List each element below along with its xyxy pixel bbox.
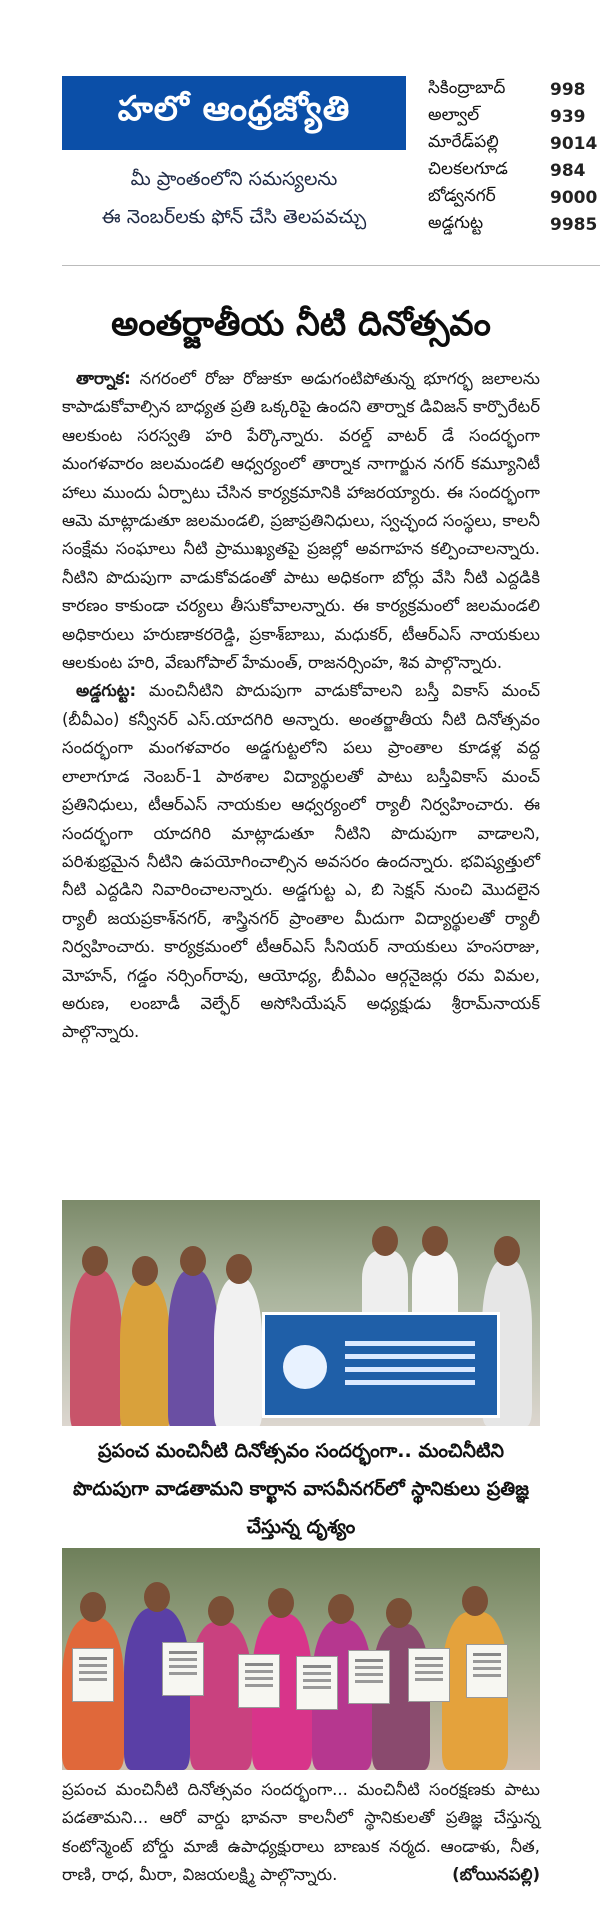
paragraph-tarnaka xyxy=(62,365,540,677)
pledge-paper xyxy=(408,1648,450,1702)
dateline: తార్నాక: xyxy=(76,369,131,388)
article-body xyxy=(62,365,540,1047)
phone-row xyxy=(428,76,600,103)
divider xyxy=(62,265,600,266)
phone-area: అడ్డగుట్ట xyxy=(428,212,484,233)
dateline: అడ్డగుట్ట: xyxy=(76,681,137,701)
phone-area: చిలకలగూడ xyxy=(428,158,508,179)
tagline-line-2: ఈ నెంబర్‌లకు ఫోన్ చేసి తెలపవచ్చు xyxy=(101,206,367,228)
pledge-paper xyxy=(296,1656,338,1710)
phone-area: అల్వాల్ xyxy=(428,104,480,125)
paragraph-addagutta xyxy=(62,677,540,1046)
phone-area: మారేడ్‌పల్లి xyxy=(428,131,499,152)
photo-caption-1: ప్రపంచ మంచినీటి దినోత్సవం సందర్భంగా.. మంచినీటిని పొదుపుగా వాడతామని కార్ఖాన వాసవీనగర్‌లో స్థానికులు ప్రతిజ్ఞ చేస్తున్న దృశ్యం xyxy=(72,1440,529,1538)
photo-rally-pledge xyxy=(62,1200,540,1426)
photo-credit: (బోయినపల్లి) xyxy=(452,1865,540,1885)
pledge-banner-image xyxy=(262,1312,500,1418)
phone-row xyxy=(428,184,600,211)
paragraph-text: మంచినీటిని పొదుపుగా వాడుకోవాలని బస్తీ వికాస్ మంచ్ (బీవీఎం) కన్వీనర్ ఎస్.యాదగిరి అన్నారు. అంతర్జాతీయ నీటి దినోత్సవం సందర్భంగా మంగళవారం అడ్డగుట్టలోని పలు ప్రాంతాల కూడళ్ల వద్ద లాలాగూడ నెంబర్-1 పాఠశాల విద్యార్థులతో పాటు బస్తీవికాస్ మంచ్ ప్రతినిధులు, టీఆర్ఎస్ నాయకుల ఆధ్వర్యంలో ర్యాలీ నిర్వహించారు. ఈ సందర్భంగా యాదగిరి మాట్లాడుతూ నీటిని పొదుపుగా వాడాలని, పరిశుభ్రమైన నీటిని ఉపయోగించాల్సిన అవసరం ఉందన్నారు. భవిష్యత్తులో నీటి ఎద్దడిని నివారించాలన్నారు. అడ్డగుట్ట ఎ, బి సెక్షన్ నుంచి మొదలైన ర్యాలీ జయప్రకాశ్‌నగర్, శాస్త్రినగర్ ప్రాంతాల మీదుగా విద్యార్థులతో ర్యాలీ నిర్వహించారు. కార్యక్రమంలో టీఆర్ఎస్ సీనియర్ నాయకులు హంసరాజు, మోహన్, గడ్డం నర్సింగ్‌రావు, ఆయోధ్య, బీవీఎం ఆర్గనైజర్లు రమ విమల, అరుణ, లంబాడీ వెల్ఫేర్ అసోసియేషన్ అధ్యక్షుడు శ్రీరామ్‌నాయక్ పాల్గొన్నారు. xyxy=(62,681,540,1042)
phone-area: సికింద్రాబాద్ xyxy=(428,77,506,98)
pledge-paper xyxy=(162,1642,204,1696)
phone-area: బోడ్వనగర్ xyxy=(428,185,496,206)
phone-row xyxy=(428,103,600,130)
phone-number: 9014 xyxy=(550,133,598,154)
globe-icon xyxy=(283,1345,327,1389)
phone-number: 998 xyxy=(550,79,586,100)
photo-caption-2 xyxy=(62,1776,540,1890)
photo-women-pledge xyxy=(62,1548,540,1770)
caption-text: ప్రపంచ మంచినీటి దినోత్సవం సందర్భంగా... మంచినీటి సంరక్షణకు పాటు పడతామని... ఆరో వార్డు భావనా కాలనీలో స్థానికులతో ప్రతిజ్ఞ చేస్తున్న కంటోన్మెంట్ బోర్డు మాజీ ఉపాధ్యక్షురాలు బాణుక నర్మద. ఆండాళు, నీత, రాణి, రాధ, మీరా, విజయలక్ష్మి పాల్గొన్నారు. xyxy=(62,1780,540,1885)
paragraph-text: నగరంలో రోజు రోజుకూ అడుగంటిపోతున్న భూగర్భ జలాలను కాపాడుకోవాల్సిన బాధ్యత ప్రతి ఒక్కరిపై ఉందని తార్నాక డివిజన్ కార్పొరేటర్ ఆలకుంట సరస్వతి హరి పేర్కొన్నారు. వరల్డ్ వాటర్ డే సందర్భంగా మంగళవారం జలమండలి ఆధ్వర్యంలో తార్నాక నాగార్జున నగర్ కమ్యూనిటీ హాలు ముందు ఏర్పాటు చేసిన కార్యక్రమానికి హాజరయ్యారు. ఈ సందర్భంగా ఆమె మాట్లాడుతూ జలమండలి, ప్రజాప్రతినిధులు, స్వచ్ఛంద సంస్థలు, కాలనీ సంక్షేమ సంఘాలు నీటి ప్రాముఖ్యతపై ప్రజల్లో అవగాహన కల్పించాలన్నారు. నీటిని పొదుపుగా వాడుకోవడంతో పాటు అధికంగా బోర్లు వేసి నీటి ఎద్దడికి కారణం కాకుండా చర్యలు తీసుకోవాలన్నారు. ఈ కార్యక్రమంలో జలమండలి అధికారులు హరుణాకరరెడ్డి, ప్రకాశ్‌బాబు, మధుకర్, టీఆర్ఎస్ నాయకులు ఆలకుంట హరి, వేణుగోపాల్ హేమంత్, రాజనర్సింహ, శివ పాల్గొన్నారు. xyxy=(62,369,540,673)
paper-header xyxy=(0,0,600,300)
headline: అంతర్జాతీయ నీటి దినోత్సవం xyxy=(111,304,491,344)
tagline-line-1: మీ ప్రాంతంలోని సమస్యలను xyxy=(130,168,338,190)
pledge-paper xyxy=(466,1644,508,1698)
tagline xyxy=(62,160,406,236)
pledge-paper xyxy=(72,1648,114,1702)
phone-number: 9000 xyxy=(550,187,598,208)
brand-title: హలో ఆంధ్రజ్యోతి xyxy=(62,76,406,150)
phone-row xyxy=(428,130,600,157)
phone-list xyxy=(428,76,600,238)
phone-number: 984 xyxy=(550,160,586,181)
pledge-paper xyxy=(348,1650,390,1704)
phone-number: 939 xyxy=(550,106,586,127)
pledge-paper xyxy=(238,1654,280,1708)
phone-number: 9985 xyxy=(550,214,598,235)
phone-row xyxy=(428,211,600,238)
phone-row xyxy=(428,157,600,184)
